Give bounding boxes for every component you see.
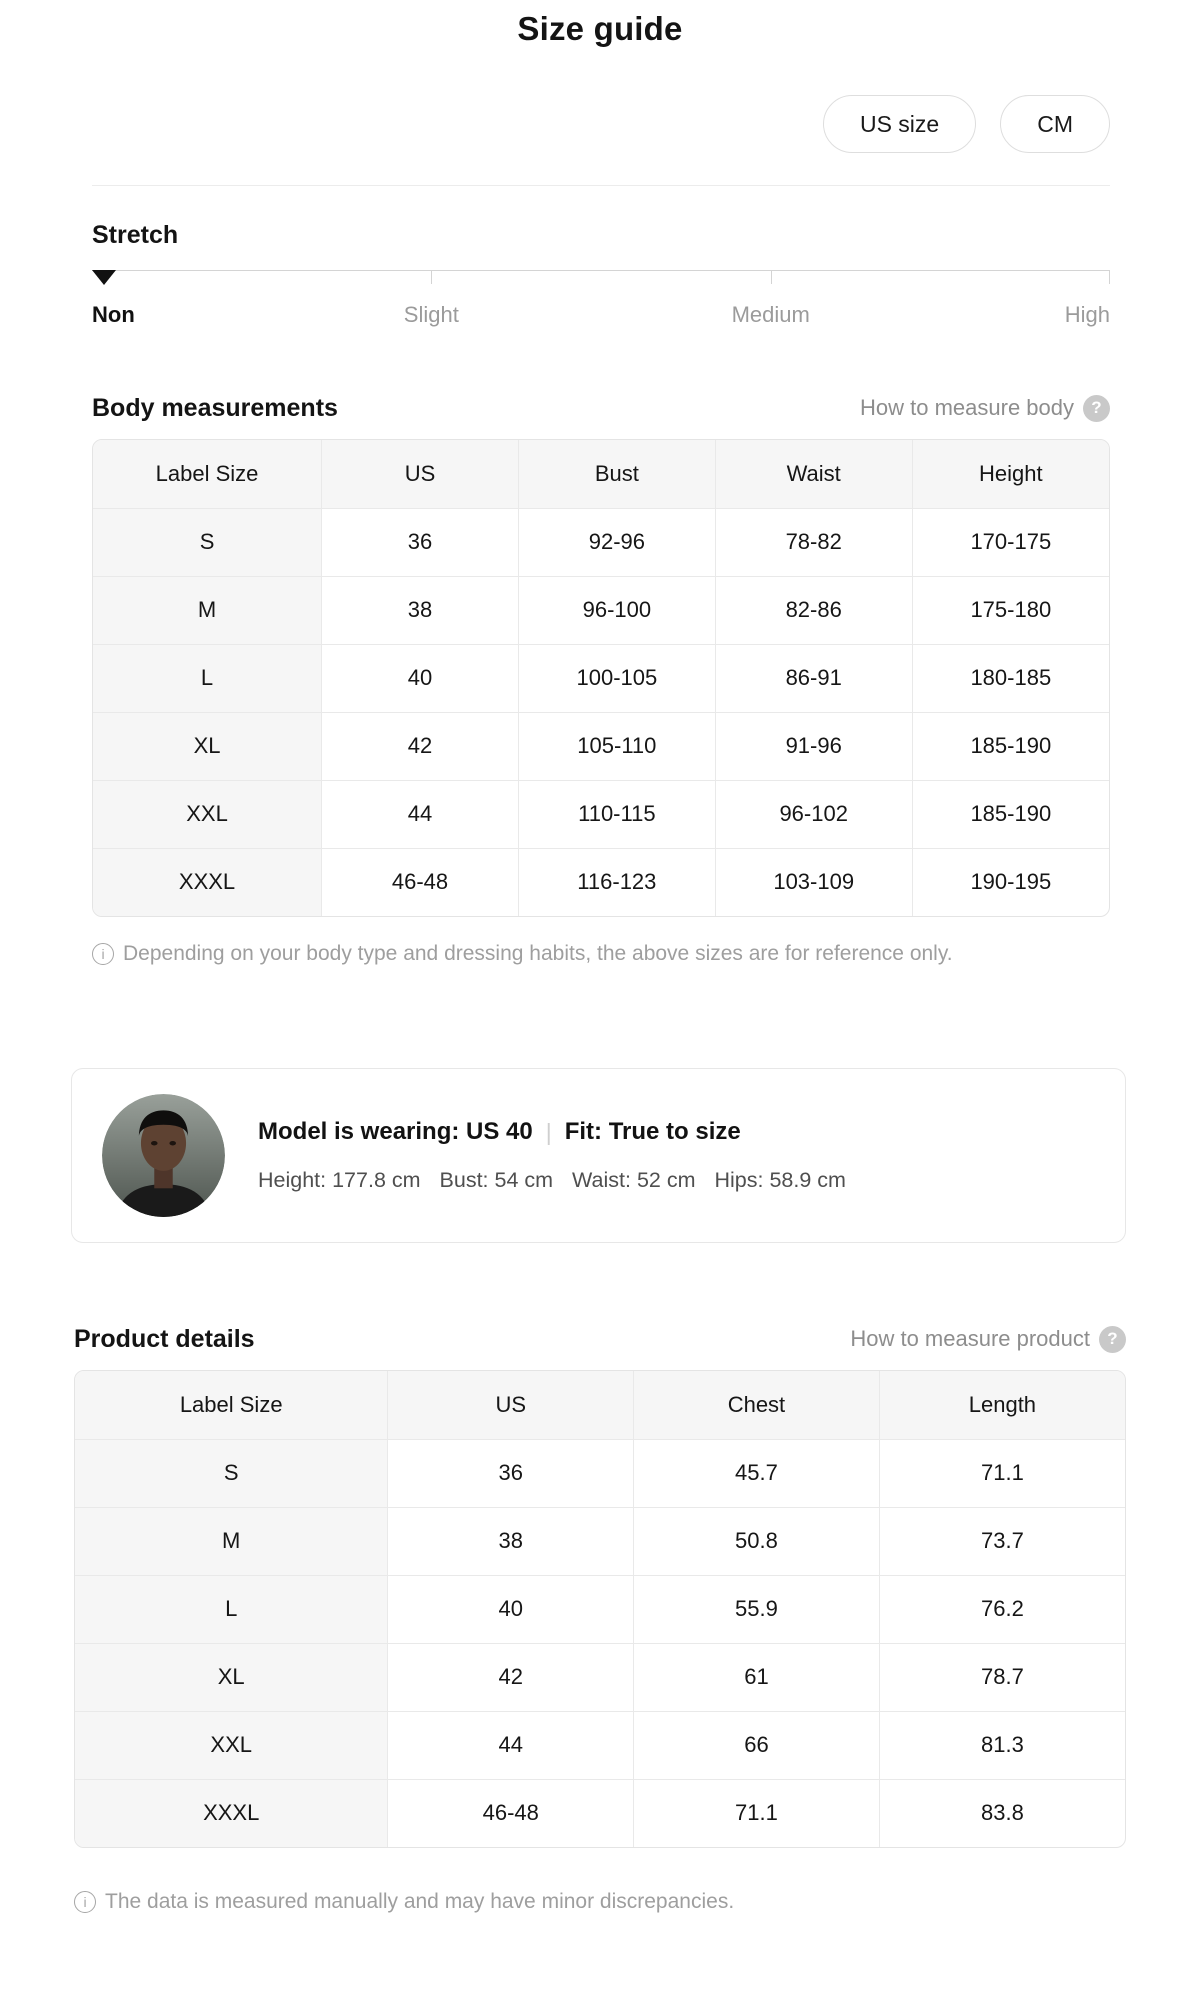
product-details-table — [74, 1370, 1126, 1848]
value-cell: 45.7 — [634, 1439, 880, 1507]
cm-toggle-button[interactable]: CM — [1000, 95, 1110, 153]
table-row — [93, 576, 1109, 644]
value-cell: 36 — [322, 508, 519, 576]
page-title: Size guide — [517, 10, 683, 47]
value-cell: 110-115 — [518, 780, 715, 848]
value-cell: 42 — [322, 712, 519, 780]
model-hips-stat: Hips: 58.9 cm — [714, 1168, 846, 1192]
label-size-cell: S — [93, 508, 322, 576]
model-bust-stat: Bust: 54 cm — [439, 1168, 554, 1192]
value-cell: 38 — [322, 576, 519, 644]
value-cell: 46-48 — [388, 1779, 634, 1847]
table-row — [75, 1643, 1125, 1711]
value-cell: 44 — [388, 1711, 634, 1779]
table-row — [75, 1711, 1125, 1779]
product-note-text: The data is measured manually and may have minor discrepancies. — [105, 1890, 735, 1913]
header-divider — [92, 185, 1110, 186]
table-row — [93, 508, 1109, 576]
label-size-cell: L — [93, 644, 322, 712]
value-cell: 46-48 — [322, 848, 519, 916]
column-header: Length — [879, 1371, 1125, 1439]
stretch-labels — [92, 302, 1110, 332]
column-header: Waist — [715, 440, 912, 508]
label-size-cell: XL — [75, 1643, 388, 1711]
product-details-title: Product details — [74, 1325, 255, 1353]
model-wearing-text: Model is wearing: US 40 — [258, 1118, 533, 1145]
product-details-section — [74, 1323, 1126, 1914]
table-row — [93, 644, 1109, 712]
stretch-heading: Stretch — [92, 221, 179, 249]
model-waist-stat: Waist: 52 cm — [572, 1168, 696, 1192]
label-size-cell: XXXL — [93, 848, 322, 916]
column-header: Bust — [518, 440, 715, 508]
unit-toggle-row — [92, 95, 1110, 153]
value-cell: 96-100 — [518, 576, 715, 644]
label-size-cell: S — [75, 1439, 388, 1507]
stretch-indicator-icon — [92, 270, 116, 285]
table-row — [75, 1779, 1125, 1847]
value-cell: 55.9 — [634, 1575, 880, 1643]
value-cell: 50.8 — [634, 1507, 880, 1575]
table-row — [75, 1507, 1125, 1575]
label-size-cell: XXL — [75, 1711, 388, 1779]
value-cell: 96-102 — [715, 780, 912, 848]
divider: | — [545, 1118, 552, 1145]
model-info-card — [71, 1068, 1126, 1243]
body-note-text: Depending on your body type and dressing habits, the above sizes are for reference only. — [123, 942, 953, 965]
value-cell: 100-105 — [518, 644, 715, 712]
column-header: Label Size — [75, 1371, 388, 1439]
label-size-cell: M — [93, 576, 322, 644]
value-cell: 61 — [634, 1643, 880, 1711]
label-size-cell: M — [75, 1507, 388, 1575]
column-header: US — [388, 1371, 634, 1439]
value-cell: 38 — [388, 1507, 634, 1575]
table-header-row — [75, 1371, 1125, 1439]
stretch-tick — [1109, 270, 1110, 284]
how-to-measure-product-link[interactable] — [850, 1326, 1126, 1353]
body-measurements-title: Body measurements — [92, 394, 338, 422]
label-size-cell: XL — [93, 712, 322, 780]
value-cell: 185-190 — [912, 712, 1109, 780]
value-cell: 76.2 — [879, 1575, 1125, 1643]
stretch-tick — [431, 270, 432, 284]
value-cell: 116-123 — [518, 848, 715, 916]
model-wearing-line — [258, 1118, 846, 1146]
help-icon[interactable]: ? — [1099, 1326, 1126, 1353]
table-row — [75, 1439, 1125, 1507]
value-cell: 190-195 — [912, 848, 1109, 916]
info-icon: i — [92, 943, 114, 965]
us-size-toggle-button[interactable]: US size — [823, 95, 976, 153]
model-height-stat: Height: 177.8 cm — [258, 1168, 421, 1192]
label-size-cell: L — [75, 1575, 388, 1643]
body-measurements-table — [92, 439, 1110, 917]
table-header-row — [93, 440, 1109, 508]
stretch-level-non: Non — [92, 302, 135, 327]
stretch-level-medium: Medium — [731, 302, 810, 327]
value-cell: 71.1 — [634, 1779, 880, 1847]
label-size-cell: XXL — [93, 780, 322, 848]
value-cell: 78-82 — [715, 508, 912, 576]
value-cell: 175-180 — [912, 576, 1109, 644]
value-cell: 66 — [634, 1711, 880, 1779]
stretch-slider-line — [92, 270, 1110, 271]
how-to-measure-product-label: How to measure product — [850, 1326, 1090, 1351]
stretch-level-slight: Slight — [403, 302, 459, 327]
table-row — [93, 780, 1109, 848]
model-stats-line — [258, 1168, 846, 1193]
table-row — [75, 1575, 1125, 1643]
value-cell: 92-96 — [518, 508, 715, 576]
model-avatar — [102, 1094, 225, 1217]
value-cell: 36 — [388, 1439, 634, 1507]
model-fit-text: Fit: True to size — [564, 1118, 741, 1145]
help-icon[interactable]: ? — [1083, 395, 1110, 422]
value-cell: 44 — [322, 780, 519, 848]
how-to-measure-body-link[interactable] — [860, 395, 1110, 422]
body-measurements-section — [92, 392, 1110, 966]
value-cell: 78.7 — [879, 1643, 1125, 1711]
value-cell: 40 — [322, 644, 519, 712]
value-cell: 170-175 — [912, 508, 1109, 576]
value-cell: 91-96 — [715, 712, 912, 780]
table-row — [93, 848, 1109, 916]
value-cell: 185-190 — [912, 780, 1109, 848]
column-header: Label Size — [93, 440, 322, 508]
stretch-tick — [771, 270, 772, 284]
column-header: Chest — [634, 1371, 880, 1439]
value-cell: 42 — [388, 1643, 634, 1711]
stretch-section — [92, 220, 1110, 332]
value-cell: 82-86 — [715, 576, 912, 644]
value-cell: 105-110 — [518, 712, 715, 780]
value-cell: 103-109 — [715, 848, 912, 916]
product-details-note — [74, 1890, 1126, 1914]
how-to-measure-body-label: How to measure body — [860, 395, 1074, 420]
value-cell: 71.1 — [879, 1439, 1125, 1507]
info-icon: i — [74, 1891, 96, 1913]
table-row — [93, 712, 1109, 780]
value-cell: 180-185 — [912, 644, 1109, 712]
stretch-level-high: High — [1064, 302, 1110, 327]
stretch-slider-track — [92, 270, 1110, 286]
value-cell: 73.7 — [879, 1507, 1125, 1575]
value-cell: 81.3 — [879, 1711, 1125, 1779]
label-size-cell: XXXL — [75, 1779, 388, 1847]
column-header: US — [322, 440, 519, 508]
value-cell: 86-91 — [715, 644, 912, 712]
value-cell: 83.8 — [879, 1779, 1125, 1847]
value-cell: 40 — [388, 1575, 634, 1643]
model-info-text — [258, 1118, 846, 1193]
body-measurements-note — [92, 942, 1110, 966]
column-header: Height — [912, 440, 1109, 508]
